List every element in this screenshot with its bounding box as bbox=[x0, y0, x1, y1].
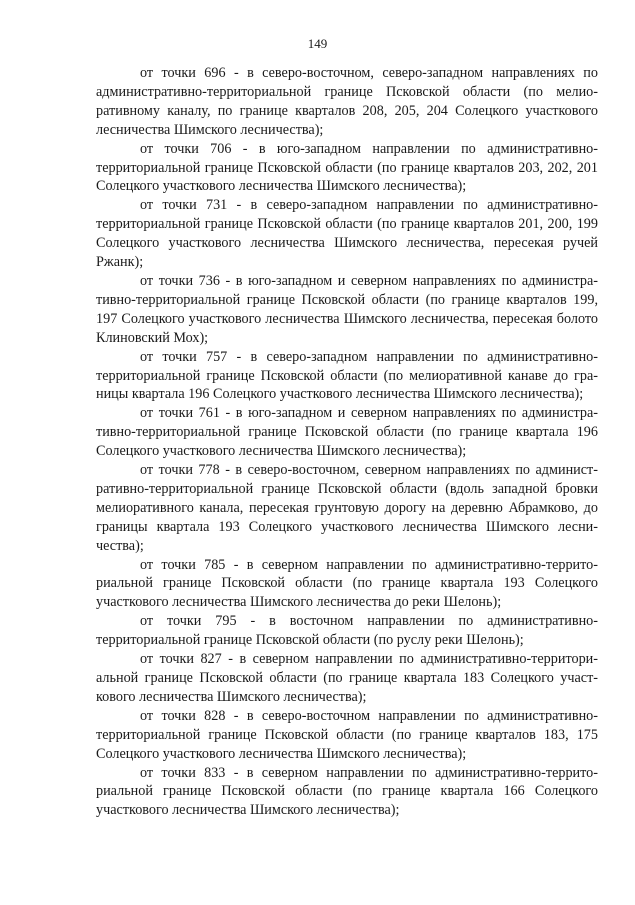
paragraph-point-778: от точки 778 - в северо-восточном, северном направлениях по административно-территориальной границе Псковской области (вдоль западной бровки мелиоративного канала, пересекая грунтовую дорогу на деревню Абрамково, до границы квартала 193 Солецкого участкового лесничества Шимского лесничества); bbox=[96, 462, 598, 554]
page-number: 149 bbox=[307, 36, 328, 51]
paragraph-point-757: от точки 757 - в северо-западном направлении по административно-территориальной границе Псковской области (по мелиоративной канаве до границы квартала 196 Солецкого участкового лесничества Шимского лесничества); bbox=[96, 348, 598, 403]
paragraph-point-731: от точки 731 - в северо-западном направлении по административно-территориальной границе Псковской области (по границе кварталов 201, 200, 199 Солецкого участкового лесничества Шимского лесничества, пересекая ручей Ржанк); bbox=[96, 197, 598, 271]
paragraph-point-785: от точки 785 - в северном направлении по административно-территориальной границе Псковской области (по границе квартала 193 Солецкого участкового лесничества Шимского лесничества до реки Шелонь); bbox=[96, 556, 598, 611]
paragraph-point-828: от точки 828 - в северо-восточном направлении по административно-территориальной границе Псковской области (по границе кварталов 183, 175 Солецкого участкового лесничества Шимского лесничества); bbox=[96, 707, 598, 762]
paragraph-point-833: от точки 833 - в северном направлении по административно-территориальной границе Псковской области (по границе квартала 166 Солецкого участкового лесничества Шимского лесничества); bbox=[96, 764, 598, 819]
document-body bbox=[96, 64, 598, 820]
paragraph-point-706: от точки 706 - в юго-западном направлении по административно-территориальной границе Псковской области (по границе кварталов 203, 202, 201 Солецкого участкового лесничества Шимского лесничества); bbox=[96, 140, 598, 195]
paragraph-point-795: от точки 795 - в восточном направлении по административно-территориальной границе Псковской области (по руслу реки Шелонь); bbox=[96, 613, 598, 649]
paragraph-point-736: от точки 736 - в юго-западном и северном направлениях по административно-территориальной границе Псковской области (по границе кварталов 199, 197 Солецкого участкового лесничества Шимского лесничества, пересекая болото Клиновский Мох); bbox=[96, 272, 598, 346]
paragraph-point-696: от точки 696 - в северо-восточном, северо-западном направлениях по административно-территориальной границе Псковской области (по мелиоративному каналу, по границе кварталов 208, 205, 204 Солецкого участкового лесничества Шимского лесничества); bbox=[96, 65, 598, 138]
paragraph-point-827: от точки 827 - в северном направлении по административно-территориальной границе Псковской области (по границе квартала 183 Солецкого участкового лесничества Шимского лесничества); bbox=[96, 651, 598, 705]
paragraph-point-761: от точки 761 - в юго-западном и северном направлениях по административно-территориальной границе Псковской области (по границе квартала 196 Солецкого участкового лесничества Шимского лесничества); bbox=[96, 405, 598, 460]
